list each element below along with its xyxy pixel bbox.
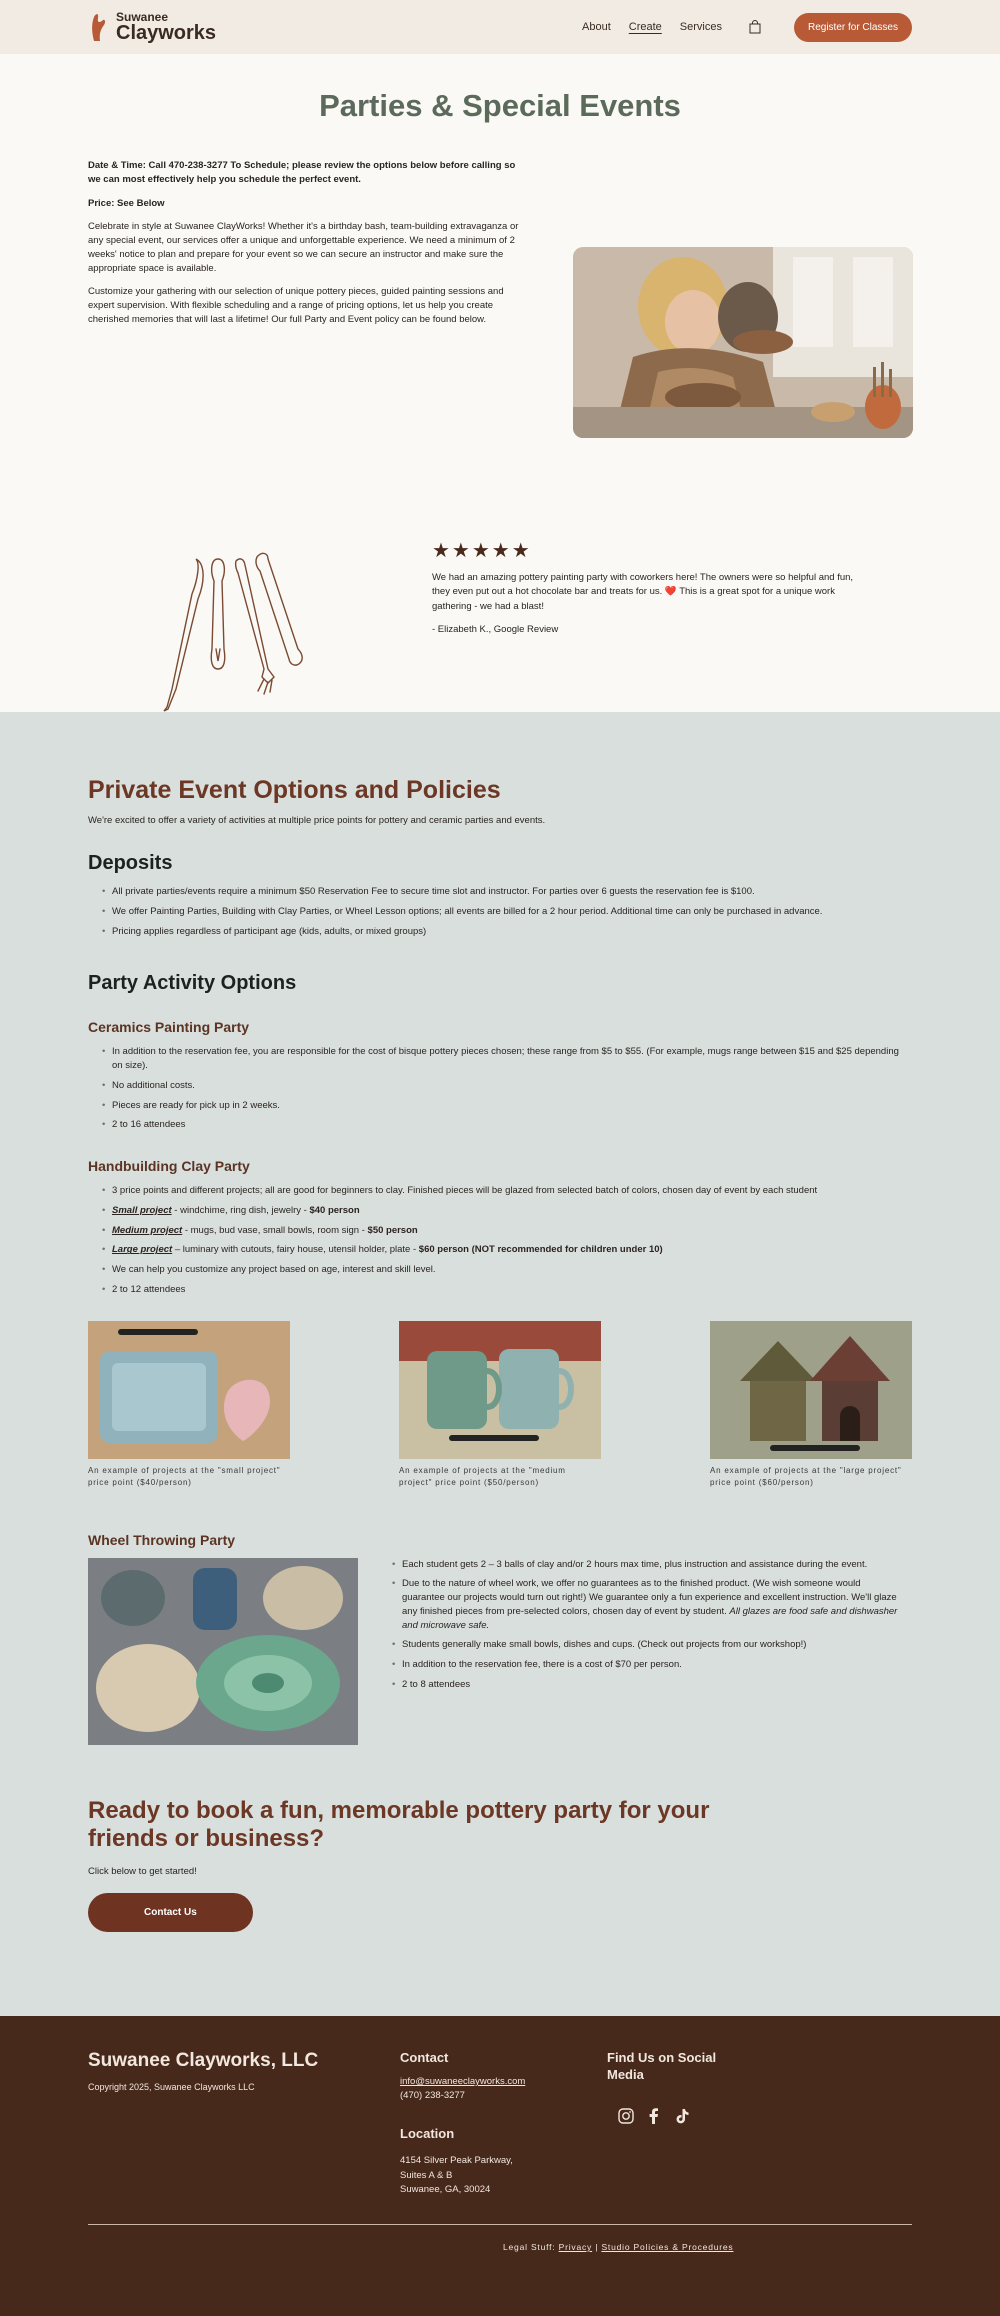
- list-item: [102, 1204, 912, 1218]
- wheel-section: [88, 1558, 912, 1745]
- handbuilding-list: [88, 1184, 912, 1297]
- list-item: • In addition to the reservation fee, there is a cost of $70 per person.: [392, 1658, 898, 1672]
- gallery-caption: An example of projects at the "small project" price point ($40/person): [88, 1465, 281, 1488]
- legal-label: Legal Stuff:: [503, 2242, 556, 2252]
- gallery-item-small: [88, 1321, 290, 1490]
- wheel-glaze-note: All glazes are food safe and dishwasher and microwave safe.: [402, 1605, 898, 1631]
- instagram-icon[interactable]: [617, 2107, 635, 2125]
- phone-number[interactable]: (470) 238-3277: [400, 2090, 465, 2101]
- studio-policies-link[interactable]: Studio Policies & Procedures: [601, 2242, 734, 2252]
- site-header: [0, 0, 1000, 54]
- review-author: - Elizabeth K., Google Review: [432, 623, 559, 635]
- tiktok-icon[interactable]: [673, 2107, 691, 2125]
- wheel-guarantee-text: Due to the nature of wheel work, we offer no guarantees as to the finished product. (We wish someone would guarantee our projects would turn out right!) We guarantee only a fun experience and excellent instruction. We'll glaze any finished pieces from pre-selected colors, chosen day of event by student.: [402, 1578, 897, 1617]
- address: [400, 2154, 513, 2198]
- list-item: • Students generally make small bowls, dishes and cups. (Check out projects from our workshop!): [392, 1638, 898, 1652]
- medium-project-price: $50 person: [367, 1224, 418, 1236]
- list-item: • Pricing applies regardless of participant age (kids, adults, or mixed groups): [102, 925, 912, 939]
- address-line-2: Suites A & B: [400, 2169, 453, 2181]
- small-project-label: Small project: [112, 1204, 172, 1216]
- register-button[interactable]: Register for Classes: [794, 13, 912, 42]
- location-heading: Location: [400, 2126, 455, 2141]
- copyright: Copyright 2025, Suwanee Clayworks LLC: [88, 2082, 255, 2092]
- testimonial: [432, 538, 872, 635]
- contact-heading: Contact: [400, 2050, 449, 2065]
- contact-us-button[interactable]: Contact Us: [88, 1893, 253, 1932]
- intro-price: Price: See Below: [88, 197, 165, 209]
- ceramics-title: Ceramics Painting Party: [88, 1019, 250, 1036]
- footer-divider: [88, 2224, 912, 2225]
- ceramics-list: [88, 1045, 912, 1132]
- list-item: • 2 to 16 attendees: [102, 1118, 912, 1132]
- policies-subtitle: We're excited to offer a variety of activities at multiple price points for pottery and ceramic parties and events.: [88, 815, 546, 826]
- list-item: • No additional costs.: [102, 1079, 912, 1093]
- address-line-1: 4154 Silver Peak Parkway,: [400, 2155, 513, 2166]
- project-gallery: [88, 1321, 912, 1490]
- rating-stars: ★★★★★: [432, 540, 532, 562]
- intro-section: [0, 54, 1000, 712]
- medium-project-text: - mugs, bud vase, small bowls, room sign -: [182, 1224, 368, 1236]
- large-project-label: Large project: [112, 1244, 173, 1256]
- logo-mark-icon: [88, 11, 108, 43]
- small-project-photo: [88, 1321, 290, 1459]
- intro-text: [88, 159, 528, 337]
- social-heading: Find Us on Social Media: [607, 2050, 717, 2082]
- email-link[interactable]: info@suwaneeclayworks.com: [400, 2076, 526, 2087]
- list-item: • 3 price points and different projects; all are good for beginners to clay. Finished pieces will be glazed from selected batch of colors, chosen day of event by each student: [102, 1184, 912, 1198]
- legal-separator: |: [595, 2242, 599, 2252]
- cta-subtitle: Click below to get started!: [88, 1866, 197, 1878]
- pottery-tools-illustration: [150, 549, 340, 724]
- logo-line-2: Clayworks: [116, 22, 217, 44]
- intro-paragraph-2: Customize your gathering with our selection of unique pottery pieces, guided painting sessions and expert supervision. With flexible scheduling and a range of pricing options, let us help you create cherished memories that will last a lifetime! Our full Party and Event policy can be found below.: [88, 286, 504, 325]
- deposits-title: Deposits: [88, 852, 173, 874]
- list-item: [392, 1577, 898, 1632]
- medium-project-label: Medium project: [112, 1224, 183, 1236]
- wheel-projects-photo: [88, 1558, 358, 1745]
- site-footer: [0, 2016, 1000, 2316]
- list-item: • We offer Painting Parties, Building with Clay Parties, or Wheel Lesson options; all events are billed for a 2 hour period. Additional time can only be purchased in advance.: [102, 905, 912, 919]
- list-item: • We can help you customize any project based on age, interest and skill level.: [102, 1263, 912, 1277]
- footer-brand: Suwanee Clayworks, LLC: [88, 2050, 319, 2071]
- list-item: • Each student gets 2 – 3 balls of clay and/or 2 hours max time, plus instruction and assistance during the event.: [392, 1558, 898, 1572]
- nav-about[interactable]: About: [582, 21, 611, 33]
- gallery-caption: An example of projects at the "large project" price point ($60/person): [710, 1465, 902, 1488]
- intro-paragraph-1: Celebrate in style at Suwanee ClayWorks! Whether it's a birthday bash, team-building extravaganza or any special event, our services offer a unique and unforgettable experience. We need a minimum of 2 weeks' notice to plan and prepare for your event so we can secure an instructor and make sure the appropriate space is available.: [88, 221, 519, 274]
- logo[interactable]: [88, 11, 216, 43]
- gallery-caption: An example of projects at the "medium project" price point ($50/person): [399, 1465, 566, 1488]
- privacy-link[interactable]: Privacy: [558, 2242, 593, 2252]
- handbuilding-title: Handbuilding Clay Party: [88, 1158, 250, 1175]
- list-item: [102, 1243, 912, 1257]
- legal-links: [503, 2242, 733, 2252]
- small-project-price: $40 person: [309, 1204, 360, 1216]
- medium-project-photo: [399, 1321, 601, 1459]
- list-item: [102, 1224, 912, 1238]
- bag-icon[interactable]: [748, 20, 762, 34]
- cta-title: Ready to book a fun, memorable pottery party for your friends or business?: [88, 1796, 710, 1853]
- deposits-list: [88, 885, 912, 938]
- list-item: • All private parties/events require a minimum $50 Reservation Fee to secure time slot and instructor. For parties over 6 guests the reservation fee is $100.: [102, 885, 912, 899]
- social-icons: [617, 2107, 691, 2125]
- list-item: • Pieces are ready for pick up in 2 weeks.: [102, 1099, 912, 1113]
- nav-services[interactable]: Services: [679, 21, 722, 33]
- large-project-text: – luminary with cutouts, fairy house, utensil holder, plate -: [172, 1244, 419, 1256]
- list-item: • 2 to 12 attendees: [102, 1283, 912, 1297]
- list-item: • 2 to 8 attendees: [392, 1678, 898, 1692]
- gallery-item-large: [710, 1321, 912, 1490]
- pottery-class-photo: [573, 247, 913, 438]
- logo-line-1: Suwanee: [116, 10, 169, 24]
- policies-title: Private Event Options and Policies: [88, 776, 501, 804]
- facebook-icon[interactable]: [645, 2107, 663, 2125]
- policies-section: [0, 712, 1000, 2016]
- gallery-item-medium: [399, 1321, 601, 1490]
- review-text: We had an amazing pottery painting party with coworkers here! The owners were so helpful and fun, they even put out a hot chocolate bar and treats for us. ❤️ This is a great spot for a unique work gathering - we had a blast!: [432, 572, 854, 612]
- nav-create[interactable]: Create: [628, 21, 662, 33]
- address-line-3: Suwanee, GA, 30024: [400, 2184, 491, 2196]
- intro-datetime: Date & Time: Call 470-238-3277 To Schedule; please review the options below before calling so we can most effectively help you schedule the perfect event.: [88, 160, 516, 185]
- main-nav: [582, 13, 912, 42]
- large-project-price: $60 person (NOT recommended for children under 10): [418, 1244, 663, 1256]
- page-title: Parties & Special Events: [319, 88, 681, 123]
- list-item: • In addition to the reservation fee, you are responsible for the cost of bisque pottery pieces chosen; these range from $5 to $55. (For example, mugs range between $15 and $25 depending on size).: [102, 1045, 912, 1073]
- small-project-text: - windchime, ring dish, jewelry -: [171, 1204, 310, 1216]
- wheel-title: Wheel Throwing Party: [88, 1531, 236, 1548]
- large-project-photo: [710, 1321, 912, 1459]
- activity-options-title: Party Activity Options: [88, 972, 297, 995]
- wheel-list: [378, 1558, 898, 1745]
